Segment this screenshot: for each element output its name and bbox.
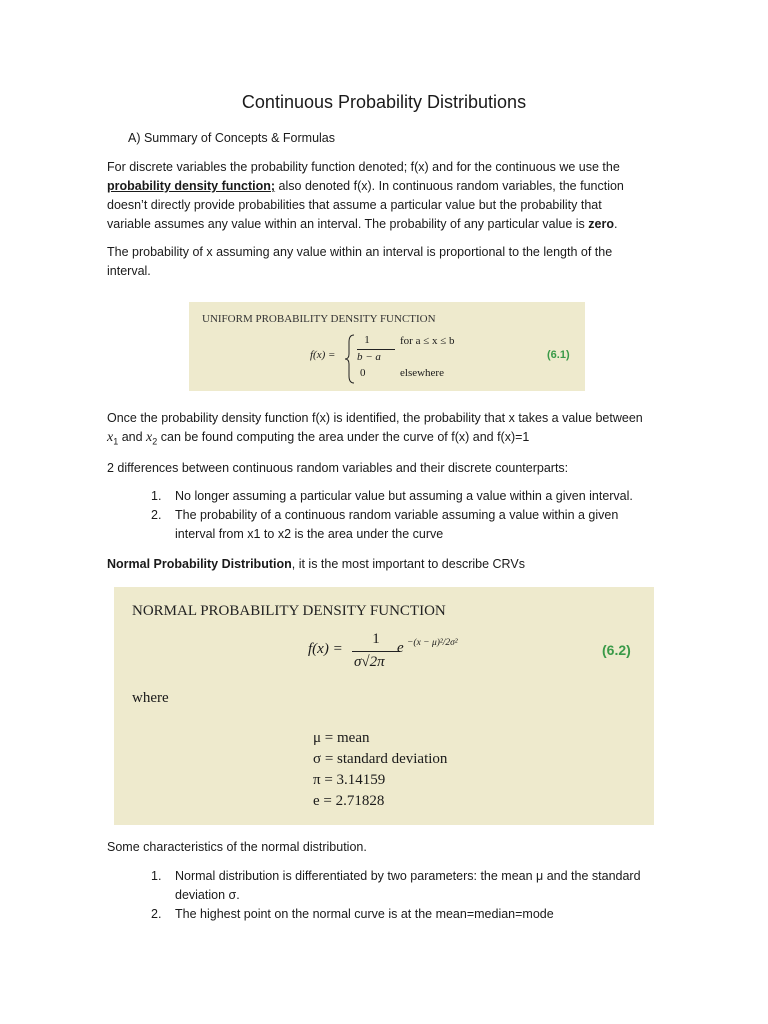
proportional-paragraph: The probability of x assuming any value within an interval is proportional to the length of the interval.	[107, 245, 613, 278]
normal-numerator: 1	[372, 631, 380, 647]
list-item: 2. The highest point on the normal curve is at the mean=median=mode	[151, 907, 554, 921]
definition-mean: μ = mean	[313, 730, 370, 746]
uniform-numerator: 1	[364, 334, 370, 346]
intro-paragraph	[107, 158, 667, 234]
uniform-denominator: b − a	[357, 351, 381, 363]
section-heading: A) Summary of Concepts & Formulas	[128, 131, 336, 145]
definition-pi: π = 3.14159	[313, 772, 386, 788]
normal-heading: NORMAL PROBABILITY DENSITY FUNCTION	[132, 603, 446, 619]
uniform-fx: f(x) =	[310, 349, 336, 361]
list-item: 1. Normal distribution is differentiated by two parameters: the mean μ and the standard deviation σ.	[151, 869, 641, 902]
definition-e: e = 2.71828	[313, 793, 385, 809]
uniform-heading: UNIFORM PROBABILITY DENSITY FUNCTION	[202, 313, 436, 325]
intro-line-3: doesn’t directly provide probabilities that assume a particular value but the probability that	[107, 198, 602, 212]
normal-intro: Normal Probability Distribution, it is the most important to describe CRVs	[107, 557, 525, 571]
normal-pdf-box	[114, 587, 654, 825]
fraction-bar	[352, 651, 400, 652]
characteristics-intro: Some characteristics of the normal distribution.	[107, 840, 367, 854]
normal-denominator: σ√2π	[354, 654, 385, 670]
equation-number-6-2: (6.2)	[602, 642, 631, 658]
list-item: 1. No longer assuming a particular value but assuming a value within a given interval.	[151, 489, 633, 503]
x2-variable: x	[146, 430, 153, 445]
uniform-condition-1: for a ≤ x ≤ b	[400, 335, 455, 347]
definitions-list	[313, 728, 447, 812]
pdf-term: probability density function;	[107, 179, 276, 193]
left-brace-icon	[344, 334, 356, 384]
differences-intro: 2 differences between continuous random variables and their discrete counterparts:	[107, 461, 569, 475]
differences-list	[151, 487, 651, 544]
intro-line-2: probability density function; also denoted f(x). In continuous random variables, the function	[107, 179, 624, 193]
uniform-pdf-box	[189, 302, 585, 391]
x1-variable: x	[107, 430, 114, 445]
where-label: where	[132, 690, 169, 706]
fraction-bar	[357, 349, 395, 350]
exp-base: e	[397, 640, 404, 656]
exponent: −(x − μ)²/2σ²	[407, 638, 458, 648]
uniform-condition-2: elsewhere	[400, 367, 444, 379]
once-paragraph: Once the probability density function f(x) is identified, the probability that x takes a value between $x_1$ and $x_2$ can be found computing the area under the curve of f(x) and f(x)=1	[107, 411, 643, 447]
equation-number-6-1: (6.1)	[547, 349, 570, 361]
zero-term: zero	[588, 217, 614, 231]
intro-line-4: variable assumes any value within an interval. The probability of any particular value is zero.	[107, 217, 618, 231]
normal-fx: f(x) =	[308, 641, 343, 657]
list-item: 2. The probability of a continuous random variable assuming a value within a given interval from x1 to x2 is the area under the curve	[151, 508, 619, 541]
normal-term: Normal Probability Distribution	[107, 557, 292, 571]
uniform-zero: 0	[360, 367, 366, 379]
definition-std: σ = standard deviation	[313, 751, 448, 767]
characteristics-list	[151, 867, 661, 924]
intro-line-1: For discrete variables the probability function denoted; f(x) and for the continuous we use the	[107, 160, 620, 174]
page-title: Continuous Probability Distributions	[241, 92, 527, 112]
